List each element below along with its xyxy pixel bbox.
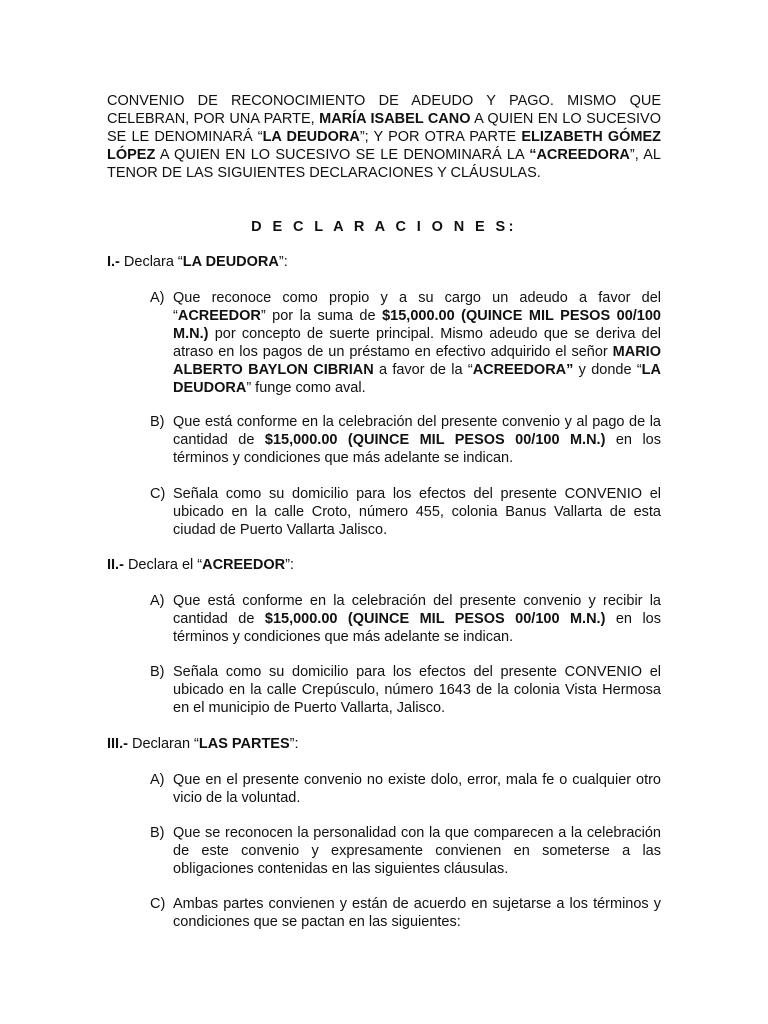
intro-text-5: ”, AL TENOR DE LAS SIGUIENTES DECLARACIONES Y CLÁUSULAS. [107,147,661,181]
creditor-name: ELIZABETH GÓMEZ LÓPEZ [107,129,661,163]
item-text: Señala como su domicilio para los efectos del presente CONVENIO el ubicado en la calle Croto, número 455, colonia Banus Vallarta de esta ciudad de Puerto Vallarta Jalisco. [173,486,661,538]
declaration-2a [150,592,661,646]
section-text-3b: ”: [289,736,299,752]
debtor-label: LA DEUDORA [262,129,360,145]
item-letter: B) [150,664,165,680]
section-party-2: ACREEDOR [202,557,286,573]
intro-text-1: CONVENIO DE RECONOCIMIENTO DE ADEUDO Y PAGO. MISMO QUE CELEBRAN, POR UNA PARTE, [107,93,661,127]
declaration-2b [150,663,661,717]
declaraciones-heading: D E C L A R A C I O N E S: [251,219,517,235]
item-letter: C) [150,896,166,912]
declaration-3b [150,824,661,878]
item-letter: A) [150,290,165,306]
item-letter: B) [150,414,165,430]
item-text: Que está conforme en la celebración del presente convenio y recibir la cantidad de $15,000.00 (QUINCE MIL PESOS 00/100 M.N.) en los términos y condiciones que más adelante se indican. [173,593,661,645]
debtor-name: MARÍA ISABEL CANO [319,111,471,127]
section-text-1a: Declara “ [119,254,183,270]
section-heading-3 [107,735,661,753]
declaration-1b [150,413,661,467]
item-letter: C) [150,486,166,502]
item-text: Ambas partes convienen y están de acuerdo en sujetarse a los términos y condiciones que se pactan en las siguientes: [173,896,661,930]
creditor-label: “ACREEDORA [529,147,630,163]
section-text-3a: Declaran “ [127,736,199,752]
intro-text-3: ”; Y POR OTRA PARTE [359,129,522,145]
section-number-2: II.- [107,557,124,573]
section-heading-2 [107,556,661,574]
item-text: Que se reconocen la personalidad con la que comparecen a la celebración de este convenio y expresamente convienen en someterse a las obligaciones contenidas en las siguientes cláusulas. [173,825,661,877]
item-letter: B) [150,825,165,841]
declaration-3a [150,771,661,807]
declaration-1a [150,289,661,397]
item-text: Que reconoce como propio y a su cargo un adeudo a favor del “ACREEDOR” por la suma de $15,000.00 (QUINCE MIL PESOS 00/100 M.N.) por concepto de suerte principal. Mismo adeudo que se deriva del atraso en los pagos de un préstamo en efectivo adquirido el señor MARIO ALBERTO BAYLON CIBRIAN a favor de la “ACREEDORA” y donde “LA DEUDORA” funge como aval. [173,290,661,396]
section-text-2a: Declara el “ [123,557,203,573]
intro-paragraph [107,92,661,182]
section-party-1: LA DEUDORA [182,254,279,270]
declaration-1c [150,485,661,539]
item-letter: A) [150,593,165,609]
item-text: Que en el presente convenio no existe dolo, error, mala fe o cualquier otro vicio de la voluntad. [173,772,661,806]
item-letter: A) [150,772,165,788]
section-text-1b: ”: [278,254,288,270]
intro-text-4: A QUIEN EN LO SUCESIVO SE LE DENOMINARÁ LA [155,147,530,163]
section-number-3: III.- [107,736,128,752]
item-text: Que está conforme en la celebración del presente convenio y al pago de la cantidad de $15,000.00 (QUINCE MIL PESOS 00/100 M.N.) en los términos y condiciones que más adelante se indican. [173,414,661,466]
section-party-3: LAS PARTES [198,736,290,752]
section-heading-1 [107,253,661,271]
declaration-3c [150,895,661,931]
item-text: Señala como su domicilio para los efectos del presente CONVENIO el ubicado en la calle Crepúsculo, número 1643 de la colonia Vista Hermosa en el municipio de Puerto Vallarta, Jalisco. [173,664,661,716]
intro-text-2: A QUIEN EN LO SUCESIVO SE LE DENOMINARÁ “ [107,111,661,145]
section-number-1: I.- [107,254,120,270]
section-text-2b: ”: [285,557,294,573]
